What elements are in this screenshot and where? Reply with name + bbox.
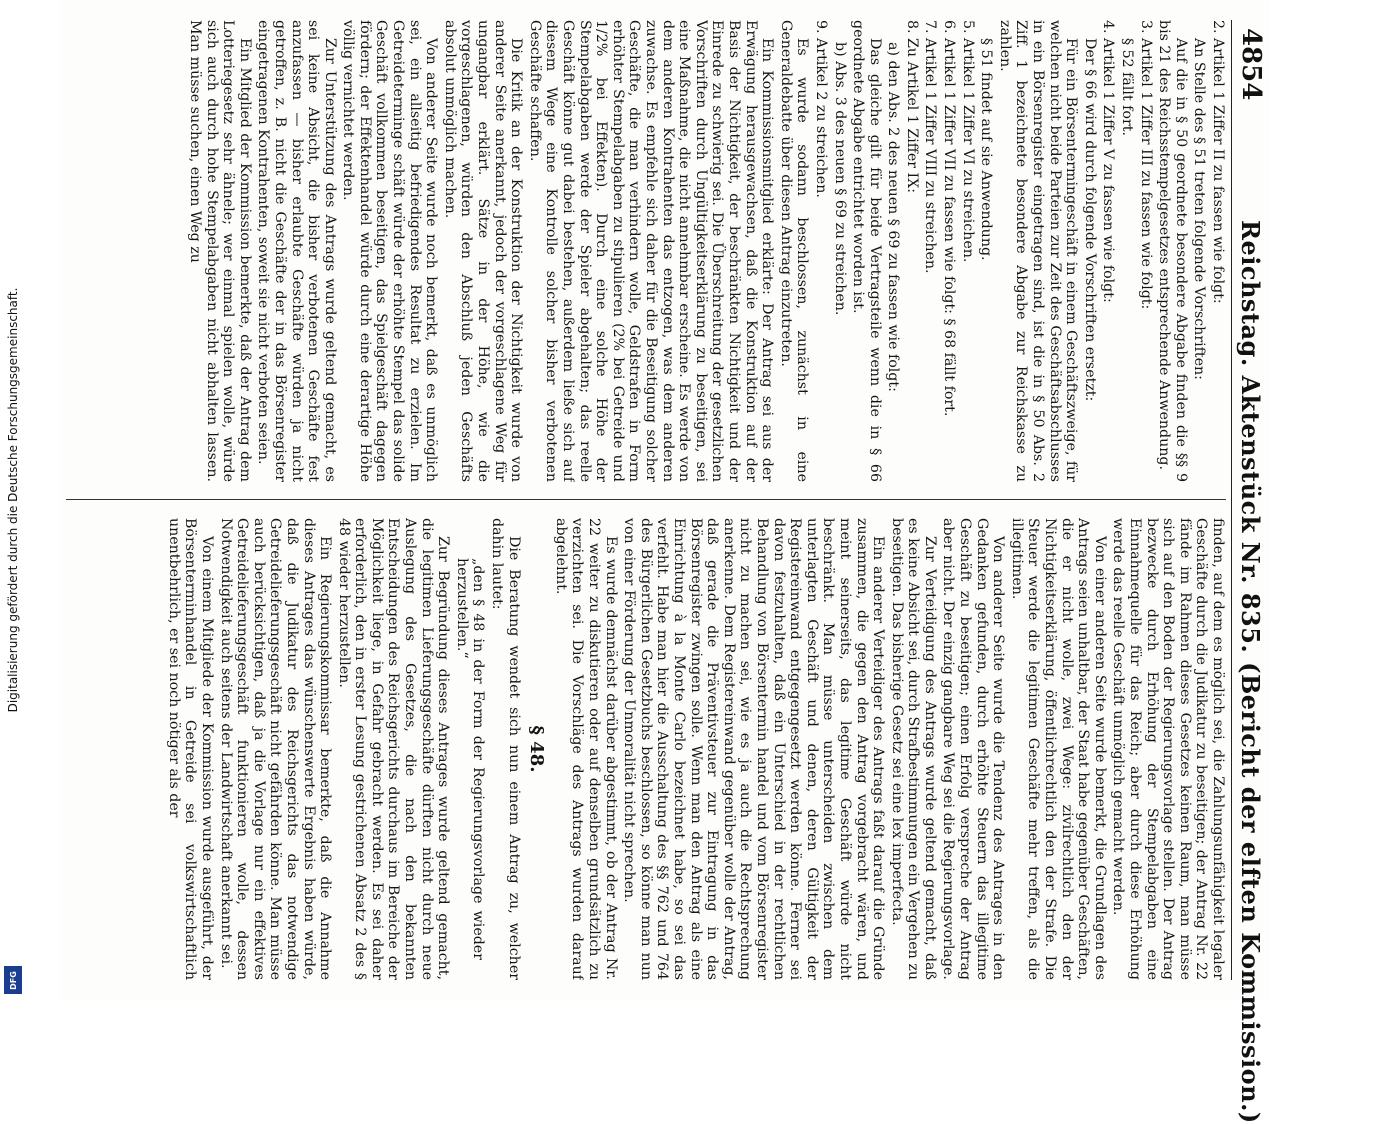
paragraph: Ein anderer Verteidiger des Antrags faßt darauf die Gründe zusammen, die gegen den Antrag vorgebracht wären, und meint seinerseits, das legitime Geschäft würde nicht beschränkt. Man müsse unterscheiden zwischen dem unterlagten Geschäft und denen, deren Gültigkeit der Registereinwand entgegengesetzt werden könne. Ferner sei davon festzuhalten, daß ein Unterschied in der rechtlichen Behandlung von Börsentermin handel und vom Börsenregister nicht zu machen sei, wie es ja auch die Rechtsprechung anerkenne. Dem Registereinwand gegenüber wolle der Antrag, daß gerade die Präventivsteuer zur Eintragung in das Börsenregister zwingen solle. Wenn man den Antrag als eine Einrichtung à la Monte Carlo bezeichnet habe, so sei das verfehlt. Habe man hier die Ausschaltung des §§ 762 und 764 des Bürgerlichen Gesetzbuchs beschlossen, so könne man nun von einer Förderung der Unmoralität nicht sprechen. bbox=[621, 518, 887, 980]
paragraph: Für ein Börsentermingeschäft in einem Geschäftszweige, für welchen nicht beide Parteien zur Zeit des Geschäftsabschlusses in ein Börsenregister eingetragen sind, ist die in § 50 Abs. 2 Ziff. 1 bezeichnete besondere Abgabe zur Reichskasse zu zahlen. bbox=[996, 20, 1080, 482]
document-page bbox=[60, 0, 1270, 1124]
paragraph: Ein Kommissionsmitglied erklärte: Der Antrag sei aus der Erwägung herausgewachsen, daß die Konstruktion auf der Basis der Nichtigkeit, der beschränkten Nichtigkeit und der Einrede zu schwierig sei. Die Überschreitung der gesetzlichen Vorschriften durch Ungültigkeitserklärung zu beseitigen, sei eine Maßnahme, die nicht annehmbar erscheine. Es werde von dem anderen Kontrahenten das entzogen, was dem anderen zuwachse. Es empfehle sich daher für die Beseitigung solcher Geschäfte, die man verhindern wolle, Geldstrafen in Form erhöhter Stempelabgaben zu stipulieren (2% bei Getreide und 1/2% bei Effekten). Durch eine solche Höhe der Stempelabgaben werde der Spieler abgehalten; das reelle Geschäft könne gut dabei bestehen, außerdem ließe sich auf diesem Wege eine Kontrolle solcher bisher verbotenen Geschäfte schaffen. bbox=[526, 20, 776, 482]
paragraph: 5. Artikel 1 Ziffer VI zu streichen. bbox=[959, 20, 976, 263]
paragraph: Von einer anderen Seite wurde bemerkt, die Grundlagen des Antrags seien unhaltbar, der Staat habe gegenüber Geschäften, die er nicht wolle, zwei Wege: zivilrechtlich den der Nichtigkeitserklärung, öffentlichrechtlich den der Strafe. Die Steuer werde die legitimen Geschäfte mehr treffen, als die illegitimen. bbox=[1008, 518, 1108, 980]
paragraph: Von anderer Seite wurde die Tendenz des Antrages in den Gedanken gefunden, durch erhöhte Steuern das illegitime Geschäft zu beseitigen; einen Erfolg verspreche der Antrag aber nicht. Der einzig gangbare Weg sei die Regierungsvorlage. bbox=[940, 518, 1007, 980]
paragraph: Es wurde sodann beschlossen, zunächst in eine Generaldebatte über diesen Antrag einzutreten. bbox=[777, 20, 811, 482]
paragraph: Es wurde demnächst darüber abgestimmt, ob der Antrag Nr. 22 weiter zu diskutieren oder auf denselben grundsätzlich zu verzichten sei. Die Vorschläge des Antrags wurden darauf abgelehnt. bbox=[552, 518, 619, 980]
paragraph: finden, auf dem es möglich sei, die Zahlungsunfähigkeit legaler Geschäfte durch die Judikatur zu beseitigen; der Antrag Nr. 22 fände im Rahmen dieses Gesetzes keinen Raum, man müsse sich auf den Boden der Regierungsvorlage stellen. Der Antrag bezwecke durch Erhöhung der Stempelabgaben eine Einnahmequelle für das Reich; aber durch diese Erhöhung werde das reelle Geschäft unmöglich gemacht werden. bbox=[1110, 518, 1226, 980]
paragraph: Zur Begründung dieses Antrages wurde geltend gemacht, die legitimen Lieferungsgeschäfte dürften nicht durch neue Auslegung des Gesetzes, die nach den bekannten Entscheidungen des Reichsgerichts durchaus im Bereiche der Möglichkeit liege, in Gefahr gebracht werden. Es sei daher erforderlich, den in erster Lesung gestrichenen Absatz 2 des § 48 wieder herzustellen. bbox=[335, 518, 452, 980]
page-header bbox=[1231, 20, 1270, 1124]
paragraph: 4. Artikel 1 Ziffer V zu fassen wie folgt: bbox=[1100, 20, 1117, 303]
paragraph: Zur Verteidigung des Antrags wurde geltend gemacht, daß es keine Absicht sei, durch Strafbestimmungen ein Vergehen zu beseitigen. Das bisherige Gesetz sei eine lex imperfecta. bbox=[888, 518, 938, 980]
left-column bbox=[66, 20, 1226, 482]
page-number: 4854 bbox=[1236, 28, 1266, 101]
paragraph: Der § 66 wird durch folgende Vorschriften ersetzt: bbox=[1081, 38, 1098, 402]
paragraph: Ein Regierungskommissar bemerkte, daß die Annahme dieses Antrages das wünschenswerte Ergebnis haben würde, daß die Judikatur des Reichsgerichts das notwendige Getreidelieferungsgeschäft nicht gefährden könne. Man müsse auch berücksichtigen, daß ja die Vorlage nur ein effektives Getreidelieferungsgeschäft funktionieren wolle, dessen Notwendigkeit auch seitens der Landwirtschaft anerkannt sei. bbox=[217, 518, 334, 980]
paragraph: An Stelle des § 51 treten folgende Vorschriften: bbox=[1191, 38, 1208, 380]
paragraph: Von anderer Seite wurde noch bemerkt, daß es unmöglich sei, ein allseitig befriedigendes Resultat zu erzielen. Im Getreideterminge schäft würde der erhöhte Stempel das solide Geschäft vollkommen beseitigen, das Spielgeschäft dagegen fördern; der Effektenhandel würde durch eine derartige Höhe völlig vernichtet werden. bbox=[340, 20, 440, 482]
paragraph: 9. Artikel 2 zu streichen. bbox=[812, 20, 829, 198]
paragraph: 2. Artikel 1 Ziffer II zu fassen wie folgt: bbox=[1210, 20, 1226, 304]
paragraph: Zur Unterstützung des Antrags wurde geltend gemacht, es sei keine Absicht, die bisher verbotenen Geschäfte fest anzufassen — bisher erlaubte Geschäfte würden ja nicht getroffen, z. B. nicht die Geschäfte der in das Börsenregister eingetragenen Kontrahenten, soweit sie nicht verboten seien. bbox=[255, 20, 338, 482]
paragraph: § 52 fällt fort. bbox=[1119, 38, 1136, 136]
page-title: Reichstag. Aktenstück Nr. 835. (Bericht der elften Kommission.) bbox=[1236, 220, 1265, 1124]
paragraph: Von einem Mitgliede der Kommission wurde ausgeführt, der Börsenterminhandel in Getreide sei volkswirtschaftlich unentbehrlich, er sei noch nötiger als der bbox=[165, 518, 215, 980]
paragraph: „den § 48 in der Form der Regierungsvorlage wieder herzustellen.“ bbox=[453, 558, 487, 960]
dfg-logo bbox=[4, 966, 22, 994]
funding-notice: Digitalisierung gefördert durch die Deutsche Forschungsgemeinschaft. bbox=[6, 287, 20, 713]
paragraph: Ein Mitglied der Kommission bemerkte, daß der Antrag dem Lotteriegesetz sehr ähnele; wer einmal spielen wolle, würde sich auch durch hohe Stempelabgaben nicht abhalten lassen. Man müsse suchen, einen Weg zu bbox=[186, 20, 253, 482]
text-columns bbox=[66, 20, 1226, 980]
paragraph: Auf die in § 50 geordnete besondere Abgabe finden die §§ 9 bis 21 des Reichsstempelgesetzes entsprechende Anwendung. bbox=[1156, 20, 1189, 482]
paragraph: b) Abs. 3 des neuen § 69 zu streichen. bbox=[831, 42, 848, 316]
paragraph: a) den Abs. 2 des neuen § 69 zu fassen wie folgt: bbox=[885, 42, 902, 392]
paragraph: 6. Artikel 1 Ziffer VII zu fassen wie folgt: § 68 fällt fort. bbox=[941, 20, 958, 417]
paragraph: Die Kritik an der Konstruktion der Nichtigkeit wurde von anderer Seite anerkannt, jedoch der vorgeschlagene Weg für ungangbar erklärt. Sätze in der Höhe, wie die vorgeschlagenen, würden den Abschluß jeden Geschäfts absolut unmöglich machen. bbox=[441, 20, 525, 482]
right-column-upper bbox=[552, 518, 1226, 980]
paragraph: 7. Artikel 1 Ziffer VIII zu streichen. bbox=[922, 20, 939, 274]
paragraph: 8. Zu Artikel 1 Ziffer IX: bbox=[903, 20, 920, 194]
dfg-logo-text: DFG bbox=[8, 970, 18, 990]
right-column-lower bbox=[165, 518, 521, 980]
rotated-page-content bbox=[60, 20, 1270, 1124]
section-heading: § 48. bbox=[526, 725, 548, 773]
paragraph: Das gleiche gilt für beide Vertragsteile wenn die in § 66 geordnete Abgabe entrichtet worden ist. bbox=[850, 20, 883, 482]
right-column bbox=[66, 518, 1226, 980]
paragraph: 3. Artikel 1 Ziffer III zu fassen wie folgt: bbox=[1137, 20, 1154, 310]
paragraph: Die Beratung wendet sich nun einem Antrag zu, welcher dahin lautet: bbox=[489, 518, 522, 980]
column-divider bbox=[66, 499, 1226, 500]
paragraph: § 51 findet auf sie Anwendung. bbox=[978, 38, 995, 261]
digitization-sidebar bbox=[0, 0, 26, 1000]
